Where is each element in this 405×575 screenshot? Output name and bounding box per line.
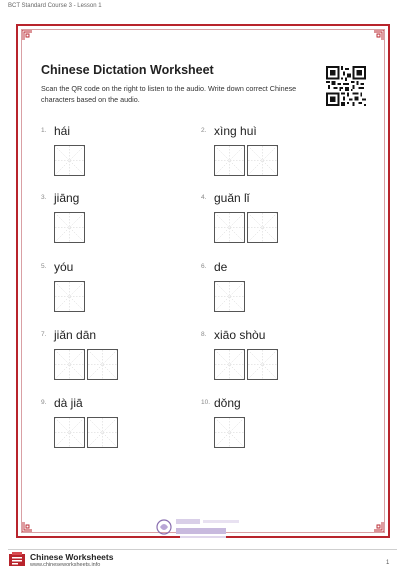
- watermark-logo-icon: [150, 512, 260, 542]
- brand-logo-icon: [9, 552, 25, 566]
- item-number: 1.: [41, 127, 47, 134]
- item-pinyin: jiāng: [54, 191, 80, 205]
- item-pinyin: dà jiā: [54, 396, 83, 410]
- page-header: BCT Standard Course 3 - Lesson 1: [8, 3, 102, 9]
- character-writing-box[interactable]: [87, 349, 118, 380]
- writing-boxes: [214, 417, 245, 448]
- item-pinyin: dǒng: [214, 396, 241, 410]
- character-writing-box[interactable]: [54, 145, 85, 176]
- corner-ornament-icon: [374, 30, 384, 40]
- item-pinyin: xiāo shòu: [214, 328, 266, 342]
- item-number: 9.: [41, 399, 47, 406]
- character-writing-box[interactable]: [247, 212, 278, 243]
- footer-brand: Chinese Worksheets: [30, 552, 114, 562]
- writing-boxes: [54, 212, 85, 243]
- character-writing-box[interactable]: [214, 212, 245, 243]
- character-writing-box[interactable]: [247, 349, 278, 380]
- item-number: 10.: [201, 399, 211, 406]
- worksheet-instructions: Scan the QR code on the right to listen to the audio. Write down correct Chinese characters based on the audio.: [41, 84, 297, 104]
- writing-boxes: [54, 281, 85, 312]
- character-writing-box[interactable]: [214, 417, 245, 448]
- item-number: 4.: [201, 194, 207, 201]
- character-writing-box[interactable]: [54, 212, 85, 243]
- item-number: 8.: [201, 331, 207, 338]
- item-pinyin: jiǎn dān: [54, 328, 97, 342]
- item-number: 7.: [41, 331, 47, 338]
- character-writing-box[interactable]: [214, 281, 245, 312]
- character-writing-box[interactable]: [54, 281, 85, 312]
- writing-boxes: [214, 145, 278, 176]
- worksheet-title: Chinese Dictation Worksheet: [41, 63, 214, 77]
- corner-ornament-icon: [374, 522, 384, 532]
- character-writing-box[interactable]: [214, 349, 245, 380]
- item-pinyin: de: [214, 260, 228, 274]
- writing-boxes: [54, 349, 118, 380]
- item-pinyin: guǎn lǐ: [214, 191, 250, 205]
- writing-boxes: [54, 417, 118, 448]
- footer-url[interactable]: www.chineseworksheets.info: [30, 562, 101, 568]
- writing-boxes: [214, 212, 278, 243]
- writing-boxes: [214, 349, 278, 380]
- writing-boxes: [54, 145, 85, 176]
- character-writing-box[interactable]: [87, 417, 118, 448]
- item-pinyin: xìng huì: [214, 124, 257, 138]
- item-number: 6.: [201, 263, 207, 270]
- item-pinyin: hái: [54, 124, 71, 138]
- character-writing-box[interactable]: [54, 417, 85, 448]
- item-number: 2.: [201, 127, 207, 134]
- corner-ornament-icon: [22, 522, 32, 532]
- character-writing-box[interactable]: [54, 349, 85, 380]
- item-number: 5.: [41, 263, 47, 270]
- page-number: 1: [386, 560, 390, 566]
- item-number: 3.: [41, 194, 47, 201]
- character-writing-box[interactable]: [247, 145, 278, 176]
- item-pinyin: yóu: [54, 260, 74, 274]
- character-writing-box[interactable]: [214, 145, 245, 176]
- writing-boxes: [214, 281, 245, 312]
- footer-divider: [8, 549, 397, 550]
- qr-code-icon[interactable]: [326, 66, 366, 106]
- corner-ornament-icon: [22, 30, 32, 40]
